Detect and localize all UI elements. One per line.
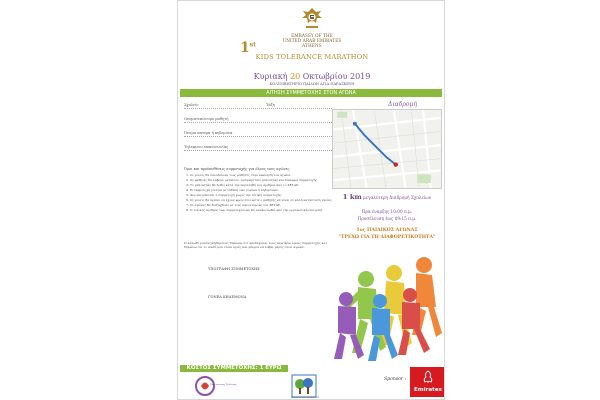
date-day: 20 <box>290 72 301 81</box>
school-field[interactable] <box>184 103 332 109</box>
edition-suffix: st <box>249 41 256 49</box>
guardian-name-field[interactable] <box>184 131 332 137</box>
emirates-logo <box>410 367 445 397</box>
phone-field[interactable] <box>184 145 332 151</box>
application-banner: ΑΙΤΗΣΗ ΣΥΜΜΕΤΟΧΗΣ ΣΤΟΝ ΑΓΩΝΑ <box>180 89 442 97</box>
class-label: Τάξη <box>266 103 275 107</box>
terms-item: 3. Το μπλουζάκι θα δοθεί κατά την παραλαβή του αριθμού από το ΣΕΓΑΣ. <box>190 183 338 187</box>
terms-title: Όροι και προϋποθέσεις συμμετοχής για όλους τους αγώνες <box>184 167 290 171</box>
distance-value: 1 km <box>342 193 362 201</box>
arrival-time: Προσέλευση έως 09:15 π.μ. <box>357 216 417 221</box>
cultural-association-name: Πολιτιστικός Σύλλογος <box>210 383 237 386</box>
terms-item: 4. Η συμμετοχή γίνεται με ευθύνη των γονέων ή κηδεμόνων. <box>190 188 338 192</box>
signature-label: ΥΠΟΓΡΑΦΗ ΣΥΜΜΕΤΟΧΗΣ <box>208 267 260 271</box>
participation-cost-banner: ΚΟΣΤΟΣ ΣΥΜΜΕΤΟΧΗΣ: 1 ΕΥΡΩ <box>180 365 288 372</box>
school-label: Σχολείο <box>184 103 199 107</box>
embassy-line-3: ATHENS <box>302 43 322 48</box>
event-venue: ΚΟΛΥΜΒΗΤΗΡΙΟ ΠΑΙΔΩΝ ΑΓΙΑ ΠΑΡΑΣΚΕΥΗ <box>269 82 355 86</box>
student-name-label: Ονοματεπώνυμο μαθητή <box>184 117 229 121</box>
uae-emblem-icon <box>300 5 324 31</box>
sponsor-label: Sponsor : <box>384 377 407 382</box>
phone-label: Τηλέφωνο επικοινωνίας <box>184 145 229 149</box>
race-name: 1ος ΠΑΙΔΙΚΟΣ ΑΓΩΝΑΣ <box>356 228 418 233</box>
route-title: Διαδρομή <box>388 101 417 108</box>
route-map <box>332 109 442 189</box>
route-distance <box>334 194 440 201</box>
terms-item: 2. Οι μαθητές θα λάβουν μετάλλιο, αναμνηστικό μπλουζάκι και δίπλωμα συμμετοχής. <box>190 178 338 182</box>
guardian-name-label: Όνομα πατέρα ή κηδεμόνα <box>184 131 233 135</box>
distance-label: μεγαλύτερη Διαδρομή Σχολείων <box>361 195 432 200</box>
terms-item: 8. Ο τελικός αριθμός των συμμετεχόντων θα ανακοινωθεί από την οργανωτική επιτροπή. <box>190 208 338 212</box>
municipality-name: ΔΗΜΟΣ ΑΓΙΑΣ ΠΑΡΑΣΚΕΥΗΣ <box>291 397 319 399</box>
guardian-signature-label: ΓΟΝΕΑ ΚΗΔΕΜΟΝΑ <box>208 295 247 299</box>
sponsor-name: Emirates <box>414 387 442 393</box>
application-form-page <box>177 0 445 400</box>
emirates-emblem-icon <box>421 370 435 384</box>
terms-item: 7. Οι αγώνες θα διεξαχθούν με τους κανονισμούς του ΣΕΓΑΣ. <box>190 203 338 207</box>
terms-item: 6. Οι γονείς θα πρέπει να έχουν φροντίσει ώστε ο μαθητής να είναι σε καλή κατάσταση υγείας. <box>190 198 338 202</box>
terms-list <box>184 173 338 213</box>
event-title: KIDS TOLERANCE MARATHON <box>255 53 369 61</box>
consent-text: Ο κάτωθι γονέας/κηδεμόνας δηλώνω ότι αποδέχομαι τους ανωτέρω όρους συμμετοχής και δηλώνω ότι το παιδί μου είναι υγιές και μπορεί να λάβει μέρος στον αγώνα. <box>184 241 327 250</box>
race-slogan: "ΤΡΕΧΩ ΓΙΑ ΤΗ ΔΙΑΦΟΡΕΤΙΚΟΤΗΤΑ" <box>338 235 436 240</box>
municipality-logo-icon <box>291 374 317 398</box>
running-kids-illustration <box>332 249 444 364</box>
start-time: Ώρα έναρξης 10:00 π.μ. <box>361 209 413 214</box>
event-date: Κυριακή 20 Οκτωβρίου 2019 <box>253 72 371 81</box>
terms-item: 1. Οι γονείς θα συνοδεύουν τους μαθητές στην εκκίνηση του αγώνα. <box>190 173 338 177</box>
terms-item: 5. Δεν επιτρέπεται η συμμετοχή χωρίς την αίτηση συμμετοχής. <box>190 193 338 197</box>
embassy-line-1: EMBASSY OF THE <box>291 33 333 38</box>
student-name-field[interactable] <box>184 117 332 123</box>
edition-number: 1st <box>240 40 256 56</box>
embassy-line-2: UNITED ARAB EMIRATES <box>282 38 342 43</box>
